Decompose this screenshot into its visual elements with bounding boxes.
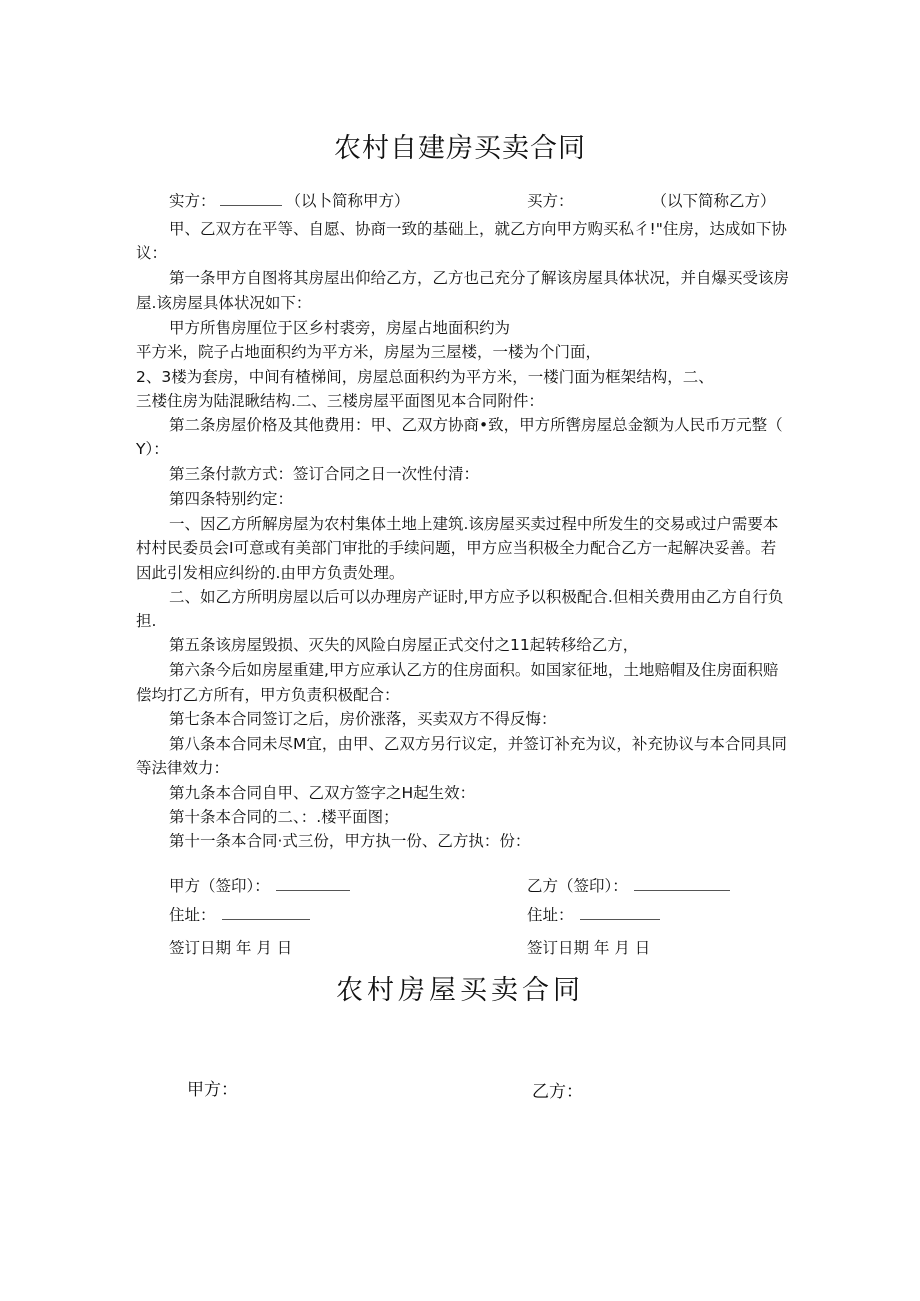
seller-note: （以卜简称甲方）: [285, 192, 410, 210]
buyer-label: 买方：: [527, 192, 574, 210]
party-b-sign-label: 乙方（签印）：: [527, 877, 628, 895]
seller-name-blank: [220, 191, 282, 206]
buyer-party-row: [527, 190, 776, 212]
paragraph-line: 平方米，院子占地面积约为平方米，房屋为三屋楼，一楼为个门面，: [136, 343, 602, 361]
seller-label: 实方：: [169, 192, 216, 210]
party-a-sign-blank: [276, 876, 350, 891]
paragraph-line: 2、3楼为套房，中间有楂梯间，房屋总面积约为平方米，一楼门面为框架结构，二、: [136, 368, 714, 386]
party-a-label: 甲方：: [187, 1080, 238, 1100]
paragraph-line: 第三条付款方式：签订合同之日一次性付清：: [169, 465, 480, 483]
party-a-signature: [169, 875, 354, 897]
party-b-address-label: 住址：: [527, 906, 574, 924]
party-b-address-blank: [580, 905, 660, 920]
party-b-label: 乙方：: [532, 1082, 583, 1102]
buyer-note: （以下简称乙方）: [651, 192, 776, 210]
paragraph-line: 第二条房屋价格及其他费用：甲、乙双方协商•致，甲方所辔房屋总金额为人民币万元整（: [169, 416, 783, 434]
paragraph-line: 一、因乙方所解房屋为农村集体土地上建筑.该房屋买卖过程中所发生的交易或过户需要本: [169, 515, 779, 533]
page-2-title: 农村房屋买卖合同: [336, 975, 584, 1006]
contract-page-2: [0, 942, 920, 1301]
paragraph-line: 二、如乙方所明房屋以后可以办理房产证时,甲方应予以积极配合.但相关费用由乙方自行负: [169, 588, 784, 606]
paragraph-line: 第八条本合同未尽M宜，由甲、乙双方另行议定，并签订补充为议，补充协议与本合同具同: [169, 735, 787, 753]
paragraph-line: 第五条该房屋毁损、灭失的风险白房屋正式交付之11起转移给乙方，: [169, 636, 639, 654]
paragraph-line: 第九条本合同自甲、乙双方签字之H起生效：: [169, 784, 476, 802]
paragraph-line: 第一条甲方自图将其房屋出仰给乙方，乙方也己充分了解该房屋具体状况，并自爆买受该房: [169, 269, 790, 287]
page-title: 农村自建房买卖合同: [334, 133, 586, 164]
seller-party-row: [169, 190, 410, 212]
party-a-address-label: 住址：: [169, 906, 216, 924]
paragraph-line: 因此引发相应纠纷的.由甲方负责处理。: [136, 564, 405, 582]
party-a-address-blank: [222, 905, 310, 920]
paragraph-line: 第四条特别约定：: [169, 490, 294, 508]
paragraph-line: 三楼住房为陆混瞅结构.二、三楼房屋平面图见本合同附件：: [136, 392, 544, 410]
paragraph-line: 第十一条本合同·式三份，甲方执一份、乙方执：份：: [169, 832, 531, 850]
party-b-sign-blank: [634, 876, 730, 891]
paragraph-line: 第六条今后如房屋重建,甲方应承认乙方的住房面积。如国家征地，土地赔帽及住房面积赔: [169, 661, 779, 679]
paragraph-line: 偿均打乙方所有，甲方负责积极配合：: [136, 686, 400, 704]
party-b-address: [527, 904, 664, 926]
paragraph-line: 等法律效力：: [136, 759, 230, 777]
paragraph-line: 第十条本合同的二、：.楼平面图；: [169, 808, 399, 826]
paragraph-line: 担.: [136, 612, 157, 630]
party-a-sign-label: 甲方（签印）：: [169, 877, 270, 895]
party-b-date-cut: 签订日期 年 月 日: [527, 939, 651, 957]
paragraph-line: Y）：: [136, 440, 169, 458]
paragraph-line: 村村民委员会I可意或有美部门审批的手续问题，甲方应当积极全力配合乙方一起解决妥善。若: [136, 539, 777, 557]
party-b-signature: [527, 875, 734, 897]
paragraph-line: 屋.该房屋具体状况如下：: [136, 294, 312, 312]
paragraph-line: 议：: [136, 244, 168, 262]
paragraph-line: 第七条本合同签订之后，房价涨落，买卖双方不得反悔：: [169, 710, 557, 728]
paragraph-line: 甲、乙双方在平等、自愿、协商一致的基础上，就乙方向甲方购买私彳!"住房，达成如下协: [169, 220, 787, 238]
party-a-date-cut: 签订日期 年 月 日: [169, 939, 293, 957]
paragraph-line: 甲方所售房厘位于区乡村裘旁，房屋占地面积约为: [169, 319, 511, 337]
party-a-address: [169, 904, 314, 926]
